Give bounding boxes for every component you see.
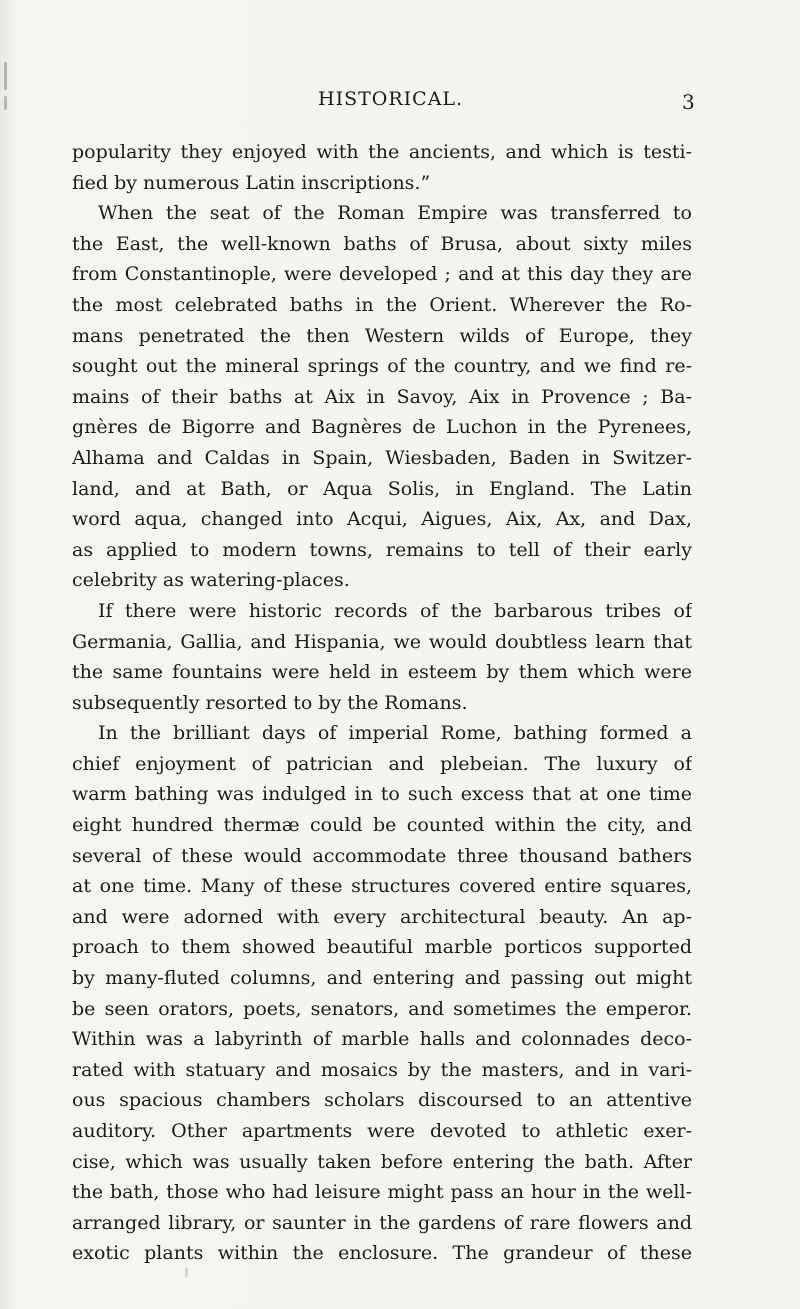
text-line: arranged library, or saunter in the gardens of rare flowers and xyxy=(72,1211,692,1234)
text-line: the most celebrated baths in the Orient. Wherever the Ro- xyxy=(72,293,692,316)
running-head xyxy=(0,88,800,118)
body-text xyxy=(72,137,692,1269)
text-line: mains of their baths at Aix in Savoy, Aix in Provence ; Ba- xyxy=(72,385,692,408)
text-line: cise, which was usually taken before entering the bath. After xyxy=(72,1150,692,1173)
text-line: Within was a labyrinth of marble halls and colonnades deco- xyxy=(72,1028,692,1051)
text-line: When the seat of the Roman Empire was transferred to xyxy=(98,202,692,225)
text-line: from Constantinople, were developed ; and at this day they are xyxy=(72,263,692,286)
text-line: and were adorned with every architectural beauty. An ap- xyxy=(72,905,692,928)
text-line: ous spacious chambers scholars discoursed to an attentive xyxy=(72,1089,692,1112)
text-line: several of these would accommodate three thousand bathers xyxy=(72,844,692,867)
text-line: land, and at Bath, or Aqua Solis, in England. The Latin xyxy=(72,477,692,500)
text-line: popularity they enjoyed with the ancients, and which is testi- xyxy=(72,141,692,163)
text-line: celebrity as watering-places. xyxy=(72,569,350,592)
text-line: the same fountains were held in esteem by them which were xyxy=(72,661,692,684)
text-line: subsequently resorted to by the Romans. xyxy=(72,691,468,714)
text-line: fied by numerous Latin inscriptions.” xyxy=(72,171,431,194)
text-line: warm bathing was indulged in to such excess that at one time xyxy=(72,783,692,806)
text-line: mans penetrated the then Western wilds of Europe, they xyxy=(72,324,692,347)
text-line: If there were historic records of the barbarous tribes of xyxy=(98,599,692,622)
text-line: be seen orators, poets, senators, and sometimes the emperor. xyxy=(72,997,692,1020)
text-line: the bath, those who had leisure might pass an hour in the well- xyxy=(72,1181,692,1204)
text-line: auditory. Other apartments were devoted to athletic exer- xyxy=(72,1120,692,1142)
text-line: the East, the well-known baths of Brusa, about sixty miles xyxy=(72,232,692,255)
text-line: sought out the mineral springs of the country, and we find re- xyxy=(72,355,692,378)
text-line: gnères de Bigorre and Bagnères de Luchon in the Pyrenees, xyxy=(72,416,692,439)
text-line: Germania, Gallia, and Hispania, we would doubtless learn that xyxy=(72,630,692,653)
running-head-title: HISTORICAL. xyxy=(318,88,464,110)
text-line: at one time. Many of these structures covered entire squares, xyxy=(72,875,692,898)
page-edge-mark xyxy=(4,62,7,90)
text-line: as applied to modern towns, remains to tell of their early xyxy=(72,538,692,561)
text-line: chief enjoyment of patrician and plebeian. The luxury of xyxy=(72,752,692,775)
text-line: rated with statuary and mosaics by the masters, and in vari- xyxy=(72,1058,692,1081)
text-line: exotic plants within the enclosure. The grandeur of these xyxy=(72,1242,692,1265)
page-number: 3 xyxy=(682,90,695,114)
paper-speck xyxy=(185,1268,188,1277)
text-line: word aqua, changed into Acqui, Aigues, Aix, Ax, and Dax, xyxy=(72,508,692,531)
text-line: eight hundred thermæ could be counted within the city, and xyxy=(72,814,692,837)
text-line: by many-fluted columns, and entering and passing out might xyxy=(72,967,692,990)
text-line: proach to them showed beautiful marble porticos supported xyxy=(72,936,692,959)
text-line: In the brilliant days of imperial Rome, bathing formed a xyxy=(98,722,692,745)
text-line: Alhama and Caldas in Spain, Wiesbaden, Baden in Switzer- xyxy=(72,446,692,469)
